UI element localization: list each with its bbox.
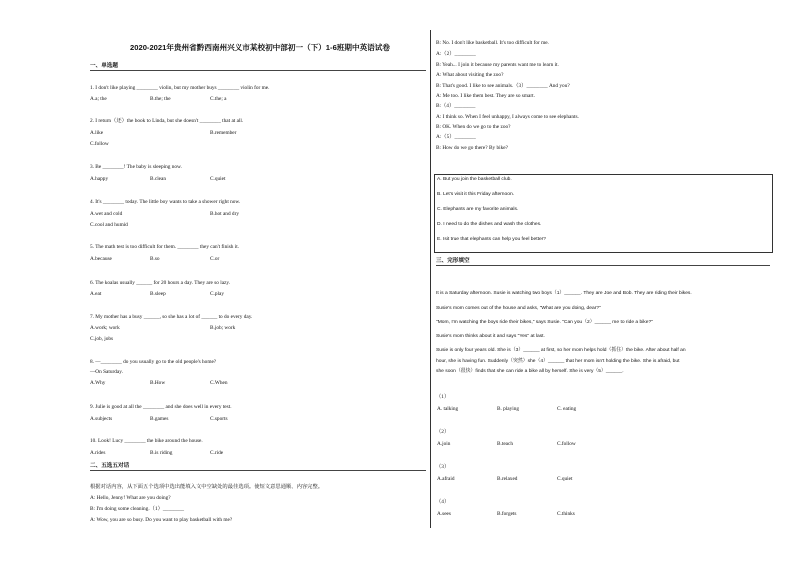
cloze-passage-line: hour, she is having fun. Suddenly（突然）she（4）______ that her mom isn't holding the bike. She is afraid, but — [436, 359, 680, 364]
column-divider — [430, 30, 431, 528]
option-a: A.a; the — [90, 96, 107, 102]
option-b: B.clean — [150, 176, 167, 182]
option-c: C.quiet — [557, 476, 573, 482]
cloze-passage-line: "Mom, I'm watching the boys ride their bikes," says Susie. "Can you（2）______ me to ride a bike?" — [436, 320, 653, 325]
section-heading-dialogue: 二、五选五对话 — [90, 463, 130, 469]
option-b: B. playing — [497, 406, 520, 412]
option-a: A.afraid — [437, 476, 455, 482]
dialogue-line: B: Yeah... I join it because my parents want me to learn it. — [436, 62, 559, 68]
question-4: 4. It's ________ today. The little boy wants to take a shower right now. — [90, 199, 241, 205]
option-a: A.Why — [90, 380, 106, 386]
cloze-item-number: （1） — [436, 394, 450, 400]
option-c: C.sports — [210, 416, 228, 422]
option-b: B.is riding — [150, 450, 173, 456]
option-a: A.happy — [90, 176, 109, 182]
section-heading-cloze: 三、完形填空 — [436, 258, 470, 264]
option-a: A.because — [90, 256, 112, 262]
option-b: B.the; the — [150, 96, 171, 102]
box-option-e: E. Isit true that elephants can help you feel better? — [437, 237, 547, 242]
option-a: A.join — [437, 441, 451, 447]
option-c: C.thinks — [557, 511, 575, 517]
dialogue-line: A: Hello, Jenny! What are you doing? — [90, 495, 171, 501]
option-a: A.like — [90, 130, 104, 136]
option-a: A.work; work — [90, 325, 120, 331]
dialogue-instructions: 根据对话内容，从下面五个选项中选出能填入文中空缺处的最佳选项。使短文意思通顺、内容完整。 — [90, 484, 324, 490]
option-c: C.When — [210, 380, 228, 386]
option-c: C.or — [210, 256, 220, 262]
question-8: 8. —________ do you usually go to the old people's home? — [90, 359, 217, 365]
dialogue-line: B: No. I don't like basketball. It's too difficult for me. — [436, 40, 549, 46]
option-b: B.sleep — [150, 291, 166, 297]
option-b: B.hot and dry — [210, 211, 239, 217]
question-8-answer-line: —On Saturday. — [90, 369, 123, 375]
question-10: 10. Look! Lucy ________ the bike around the house. — [90, 438, 203, 444]
dialogue-line: B: OK. When do we go to the zoo? — [436, 124, 511, 130]
dialogue-line: B: I'm doing some cleaning.（1）________ — [90, 506, 185, 512]
option-c: C. eating — [557, 406, 577, 412]
option-b: B.remember — [210, 130, 237, 136]
option-c: C.ride — [210, 450, 224, 456]
dialogue-line: B: How do we go there? By bike? — [436, 145, 508, 151]
cloze-passage-line: Susie's mom thinks about it and says "Yes" at last. — [436, 334, 545, 339]
option-b: B.job; work — [210, 325, 236, 331]
option-c: C.follow — [90, 141, 109, 147]
dialogue-line: A:（5）________ — [436, 134, 476, 140]
box-option-c: C. Elephants are my favorite animals. — [437, 207, 519, 212]
option-b: B.How — [150, 380, 166, 386]
box-option-a: A. But you join the basketball club. — [437, 177, 512, 182]
cloze-passage-line: she soon（很快）finds that she can ride a bike all by herself. She is very（5）______. — [436, 369, 624, 374]
question-6: 6. The koalas usually ______ for 20 hours a day. They are so lazy. — [90, 280, 231, 286]
section-divider — [90, 70, 426, 71]
dialogue-line: A: I think so. When I feel unhappy, I always come to see elephants. — [436, 114, 579, 120]
cloze-passage-line: Susie is only four years old. She is（3）______ at first, so her mom helps hold（抓住）the bike. After about half an — [436, 348, 686, 353]
cloze-item-number: （4） — [436, 499, 450, 505]
section-heading-single-choice: 一、单选题 — [90, 63, 118, 69]
option-a: A. talking — [437, 406, 459, 412]
option-c: C.the; a — [210, 96, 227, 102]
box-option-b: B. Let's visit it this Friday afternoon. — [437, 192, 515, 197]
option-a: A.subjects — [90, 416, 113, 422]
option-a: A.eat — [90, 291, 102, 297]
option-b: B.relaxed — [497, 476, 518, 482]
dialogue-line: A: What about visiting the zoo? — [436, 72, 504, 78]
dialogue-line: B: That's good. I like to see animals.（3）________ And you? — [436, 83, 570, 89]
option-b: B.so — [150, 256, 160, 262]
option-c: C.job, jobs — [90, 336, 114, 342]
cloze-passage-line: It is a Saturday afternoon. Susie is watching two boys（1）______. They are Joe and Bob. They are riding their bikes. — [436, 291, 692, 296]
option-a: A.sees — [437, 511, 451, 517]
option-a: A.rides — [90, 450, 106, 456]
cloze-item-number: （2） — [436, 429, 450, 435]
cloze-item-number: （3） — [436, 464, 450, 470]
option-c: C.quiet — [210, 176, 226, 182]
cloze-passage-line: Susie's mom comes out of the house and asks, "What are you doing, dear?" — [436, 306, 601, 311]
option-b: B.forgets — [497, 511, 517, 517]
question-7: 7. My mother has a busy ______, so she has a lot of ______ to do every day. — [90, 314, 253, 320]
option-b: B.teach — [497, 441, 514, 447]
dialogue-line: A:（2）________ — [436, 51, 476, 57]
section-divider — [436, 265, 770, 266]
dialogue-line: A: Wow, you are so busy. Do you want to play basketball with me? — [90, 517, 233, 523]
box-option-d: D. I need to do the dishes and wash the clothes. — [437, 222, 542, 227]
option-c: C.cool and humid — [90, 222, 128, 228]
question-2: 2. I return（还）the book to Linda, but she doesn't ________ that at all. — [90, 118, 244, 124]
question-5: 5. The math test is too difficult for them. ________ they can't finish it. — [90, 244, 240, 250]
dialogue-line: A: Me too. I like them best. They are so smart. — [436, 93, 535, 99]
option-a: A.wet and cold — [90, 211, 123, 217]
section-divider — [90, 470, 426, 471]
option-c: C.play — [210, 291, 224, 297]
option-c: C.follow — [557, 441, 576, 447]
question-3: 3. Be ________! The baby is sleeping now. — [90, 164, 182, 170]
question-9: 9. Julie is good at all the ________ and she does well in every test. — [90, 404, 232, 410]
option-b: B.games — [150, 416, 169, 422]
dialogue-line: B:（4）________ — [436, 103, 476, 109]
question-1: 1. I don't like playing ________ violin, but my mother buys ________ violin for me. — [90, 85, 270, 91]
exam-title: 2020-2021年贵州省黔西南州兴义市某校初中部初一（下）1-6班期中英语试卷 — [130, 43, 390, 52]
